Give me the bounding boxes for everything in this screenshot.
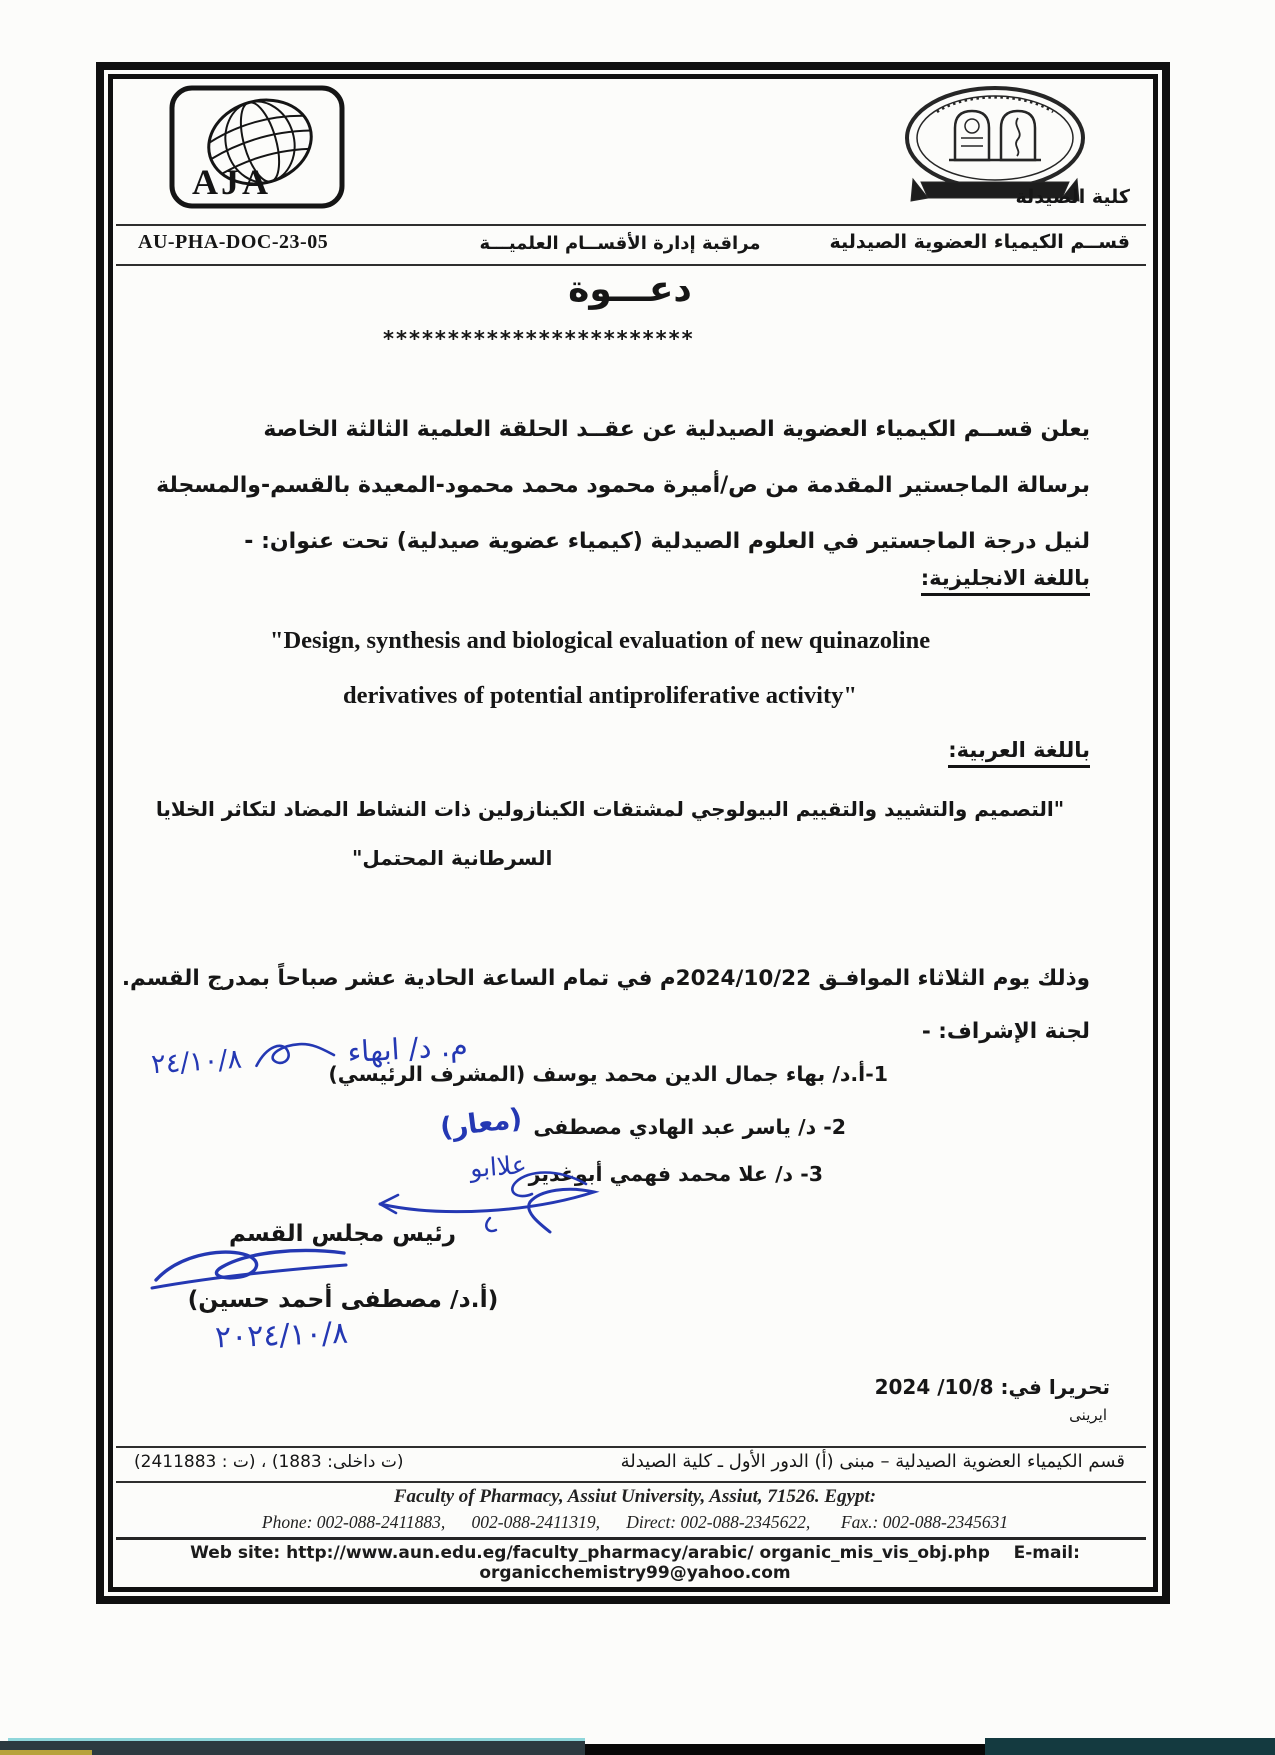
announcement-line-1: يعلن قســم الكيمياء العضوية الصيدلية عن عقــد الحلقة العلمية الثالثة الخاصة <box>263 417 1090 442</box>
aja-logo-text: AJA <box>192 162 271 202</box>
header-rule-bottom <box>116 264 1146 266</box>
scan-artifact-bar-middle <box>585 1744 985 1755</box>
footer-arabic-address: قسم الكيمياء العضوية الصيدلية – مبنى (أ) الدور الأول ـ كلية الصيدلة <box>620 1451 1125 1472</box>
scan-artifact-yellow-sliver <box>0 1750 92 1755</box>
footer-arabic-phone: (ت داخلى: 1883) ، (ت : 2411883) <box>134 1452 404 1472</box>
committee-member-3: 3- د/ علا محمد فهمي أبوغدير <box>528 1162 823 1186</box>
issue-date-label: تحريرا في: <box>1000 1375 1110 1399</box>
faculty-label: كلية الصيدلة <box>1015 186 1130 208</box>
chairman-name: (أ.د/ مصطفى أحمد حسين) <box>187 1285 499 1313</box>
schedule-line: وذلك يوم الثلاثاء الموافـق 2024/10/22م في تمام الساعة الحادية عشر صباحاً بمدرج القسم. <box>121 966 1090 991</box>
announcement-line-2: برسالة الماجستير المقدمة من ص/أميرة محمود محمد محمود-المعيدة بالقسم-والمسجلة <box>156 473 1090 498</box>
supervisor-handwritten-name: م. د/ ابهاء <box>346 1027 469 1070</box>
footer-web-email: Web site: http://www.aun.edu.eg/faculty_pharmacy/arabic/ organic_mis_vis_obj.php E-mail: organicchemistry99@yahoo.com <box>190 1543 1080 1583</box>
member3-handwritten-word: علاابو <box>469 1150 528 1183</box>
arabic-section-heading-text: باللغة العربية: <box>948 738 1090 768</box>
thesis-title-english-line-2: derivatives of potential antiproliferative activity" <box>343 682 857 709</box>
header-rule-top <box>116 224 1146 226</box>
announcement-line-3: لنيل درجة الماجستير في العلوم الصيدلية (كيمياء عضوية صيدلية) تحت عنوان: - <box>244 529 1090 554</box>
chairman-handwritten-date: ٢٠٢٤/١٠/٨ <box>214 1315 349 1356</box>
arabic-section-heading <box>948 738 1090 762</box>
issue-date-value: 2024 /10/8 <box>874 1375 994 1399</box>
footer-phones: Phone: 002-088-2411883, 002-088-2411319, Direct: 002-088-2345622, Fax.: 002-088-2345631 <box>261 1512 1009 1532</box>
thesis-title-arabic-line-1: "التصميم والتشييد والتقييم البيولوجي لمشتقات الكينازولين ذات النشاط المضاد لتكاثر الخلايا <box>155 797 1065 821</box>
document-code: AU-PHA-DOC-23-05 <box>138 231 329 253</box>
supervisor-signature-scribble-icon <box>251 1033 339 1078</box>
aja-globe-logo <box>168 84 346 210</box>
thesis-title-arabic-line-2: السرطانية المحتمل" <box>352 846 553 870</box>
announcement-paragraph <box>143 402 1090 570</box>
supervisor-handwritten-date: ٢٤/١٠/٨ <box>150 1043 243 1080</box>
chairman-title: رئيس مجلس القسم <box>228 1221 457 1247</box>
chairman-signature-scribble-icon <box>148 1240 353 1298</box>
footer-rule-1 <box>116 1446 1146 1448</box>
stars-divider: ************************ <box>383 327 695 351</box>
committee-heading: لجنة الإشراف: - <box>921 1019 1090 1044</box>
clerk-initials: ايرينى <box>1069 1406 1107 1424</box>
thesis-title-english <box>120 613 1080 723</box>
page-title: دعـــوة <box>568 269 692 310</box>
department-label: قســم الكيمياء العضوية الصيدلية <box>829 231 1130 253</box>
issue-date-line <box>875 1375 1110 1399</box>
scan-artifact-bar-right <box>985 1738 1275 1755</box>
committee-member-1: 1-أ.د/ بهاء جمال الدين محمد يوسف (المشرف الرئيسي) <box>328 1062 888 1086</box>
english-section-heading-text: باللغة الانجليزية: <box>921 566 1090 596</box>
committee-member-2: 2- د/ ياسر عبد الهادي مصطفى <box>533 1115 846 1139</box>
header-center-label: مراقبة إدارة الأقســام العلميـــة <box>479 233 761 254</box>
footer-rule-2 <box>116 1481 1146 1483</box>
footer-english-address: Faculty of Pharmacy, Assiut University, Assiut, 71526. Egypt: <box>393 1486 877 1507</box>
seconded-handwritten-note: (معار) <box>438 1103 524 1144</box>
english-section-heading <box>921 566 1090 590</box>
footer-rule-3 <box>116 1537 1146 1540</box>
thesis-title-english-line-1: "Design, synthesis and biological evaluation of new quinazoline <box>269 627 931 654</box>
